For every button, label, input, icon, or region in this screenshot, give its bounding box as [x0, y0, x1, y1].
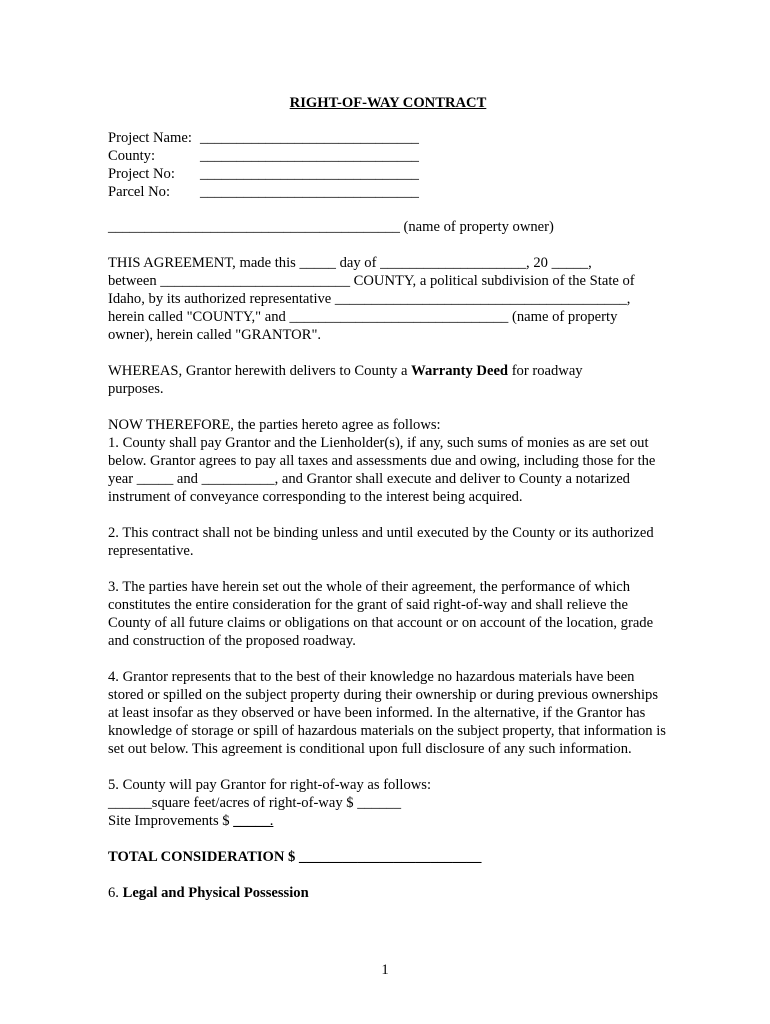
clause-2-paragraph: 2. This contract shall not be binding unless and until executed by the County or its authorized representative. — [108, 525, 654, 559]
field-project-no — [108, 165, 668, 183]
whereas-text: WHEREAS, Grantor herewith delivers to County a — [108, 363, 412, 379]
now-therefore-line: NOW THEREFORE, the parties hereto agree as follows: — [108, 417, 441, 433]
agreement-line: herein called "COUNTY," and ______________________________ (name of property — [108, 309, 618, 325]
clause-5-block — [108, 776, 668, 830]
blank-line[interactable]: ______________________________ — [200, 166, 419, 182]
field-label: Parcel No: — [108, 184, 171, 200]
field-parcel-no — [108, 183, 668, 201]
blank-line[interactable]: ______________________________ — [200, 184, 419, 200]
site-improvements-blank[interactable]: _____. — [233, 813, 274, 829]
clause-5-intro: 5. County will pay Grantor for right-of-way as follows: — [108, 777, 432, 793]
field-label: County: — [108, 148, 156, 164]
agreement-line: owner), herein called "GRANTOR". — [108, 327, 322, 343]
page-number: 1 — [381, 962, 389, 978]
agreement-paragraph — [108, 254, 668, 344]
clause-1-text: 1. County shall pay Grantor and the Lienholder(s), if any, such sums of monies as are set out below. Grantor agrees to pay all taxes and assessments due and owing, including those for the year _____ and __________, and Grantor shall execute and deliver to County a notarized instrument of conveyance corresponding to the interest being acquired. — [108, 435, 656, 505]
clause-1-paragraph — [108, 416, 668, 506]
blank-line[interactable]: ______________________________ — [200, 148, 419, 164]
document-title: RIGHT-OF-WAY CONTRACT — [289, 95, 487, 111]
clause-4-paragraph: 4. Grantor represents that to the best of their knowledge no hazardous materials have been stored or spilled on the subject property during their ownership or during previous ownerships at least insofar as they observed or have been informed. In the alternative, if the Grantor has knowledge of storage or spill of hazardous materials on the subject property, that information is set out below. This agreement is conditional upon full disclosure of any such information. — [108, 669, 666, 757]
whereas-paragraph — [108, 362, 608, 398]
clause-6-number: 6. — [108, 885, 123, 901]
clause-6-heading-line — [108, 884, 668, 902]
field-project-name — [108, 129, 668, 147]
field-county — [108, 147, 668, 165]
document-body — [108, 94, 668, 902]
agreement-line: Idaho, by its authorized representative ________________________________________, — [108, 291, 631, 307]
clause-6-heading: Legal and Physical Possession — [122, 885, 309, 901]
field-label: Project No: — [108, 166, 175, 182]
total-consideration: TOTAL CONSIDERATION $ _________________________ — [108, 849, 482, 865]
clause-5-area-line: ______square feet/acres of right-of-way $ ______ — [108, 795, 401, 811]
blank-line[interactable]: ______________________________ — [200, 130, 419, 146]
warranty-deed-term: Warranty Deed — [411, 363, 509, 379]
whereas-text-end: for roadway purposes. — [108, 363, 583, 397]
clause-5-site-improvements — [108, 812, 668, 830]
agreement-line: THIS AGREEMENT, made this _____ day of ____________________, 20 _____, — [108, 255, 592, 271]
site-improvements-label: Site Improvements $ — [108, 813, 234, 829]
property-owner-line: ________________________________________ (name of property owner) — [108, 219, 554, 235]
clause-3-paragraph: 3. The parties have herein set out the whole of their agreement, the performance of which constitutes the entire consideration for the grant of said right-of-way and shall relieve the County of all future claims or obligations on that account or on account of the location, grade and construction of the proposed roadway. — [108, 579, 654, 649]
agreement-line: between __________________________ COUNTY, a political subdivision of the State of — [108, 273, 635, 289]
header-fields — [108, 129, 668, 201]
field-label: Project Name: — [108, 130, 192, 146]
